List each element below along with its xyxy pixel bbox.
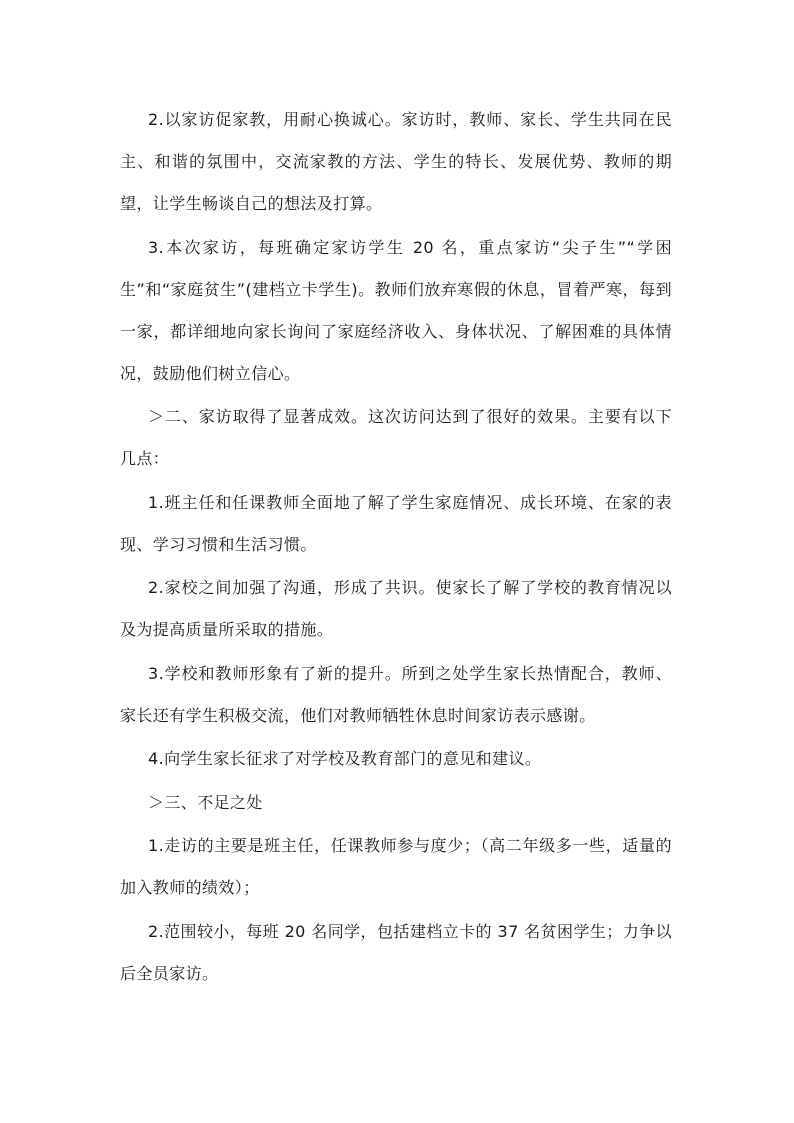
section-heading-shortcomings: ＞三、不足之处 bbox=[148, 792, 263, 812]
document-body bbox=[120, 99, 672, 996]
paragraph-result-understanding: 1.班主任和任课教师全面地了解了学生家庭情况、成长环境、在家的表现、学习习惯和生活习惯。 bbox=[120, 492, 672, 554]
paragraph-shortcoming-participation: 1.走访的主要是班主任，任课教师参与度少；（高二年级多一些，适量的加入教师的绩效）； bbox=[120, 836, 672, 897]
paragraph-result-communication: 2.家校之间加强了沟通，形成了共识。使家长了解了学校的教育情况以及为提高质量所采取的措施。 bbox=[120, 578, 672, 639]
paragraph-shortcoming-scope: 2.范围较小，每班 20 名同学，包括建档立卡的 37 名贫困学生；力争以后全员家访。 bbox=[120, 921, 672, 983]
paragraph-visit-students: 3.本次家访，每班确定家访学生 20 名，重点家访“尖子生”“学困生”和“家庭贫生”(建档立卡学生)。教师们放弃寒假的休息，冒着严寒，每到一家，都详细地向家长询问了家庭经济收入、身体状况、了解困难的具体情况，鼓励他们树立信心。 bbox=[120, 237, 672, 383]
section-heading-results: ＞二、家访取得了显著成效。这次访问达到了很好的效果。主要有以下几点： bbox=[120, 407, 672, 468]
paragraph-home-visit-education: 2.以家访促家教，用耐心换诚心。家访时，教师、家长、学生共同在民主、和谐的氛围中，交流家教的方法、学生的特长、发展优势、教师的期望，让学生畅谈自己的想法及打算。 bbox=[120, 110, 672, 213]
paragraph-result-opinions: 4.向学生家长征求了对学校及教育部门的意见和建议。 bbox=[148, 749, 542, 768]
paragraph-result-image: 3.学校和教师形象有了新的提升。所到之处学生家长热情配合，教师、家长还有学生积极交流，他们对教师牺牲休息时间家访表示感谢。 bbox=[120, 663, 672, 725]
